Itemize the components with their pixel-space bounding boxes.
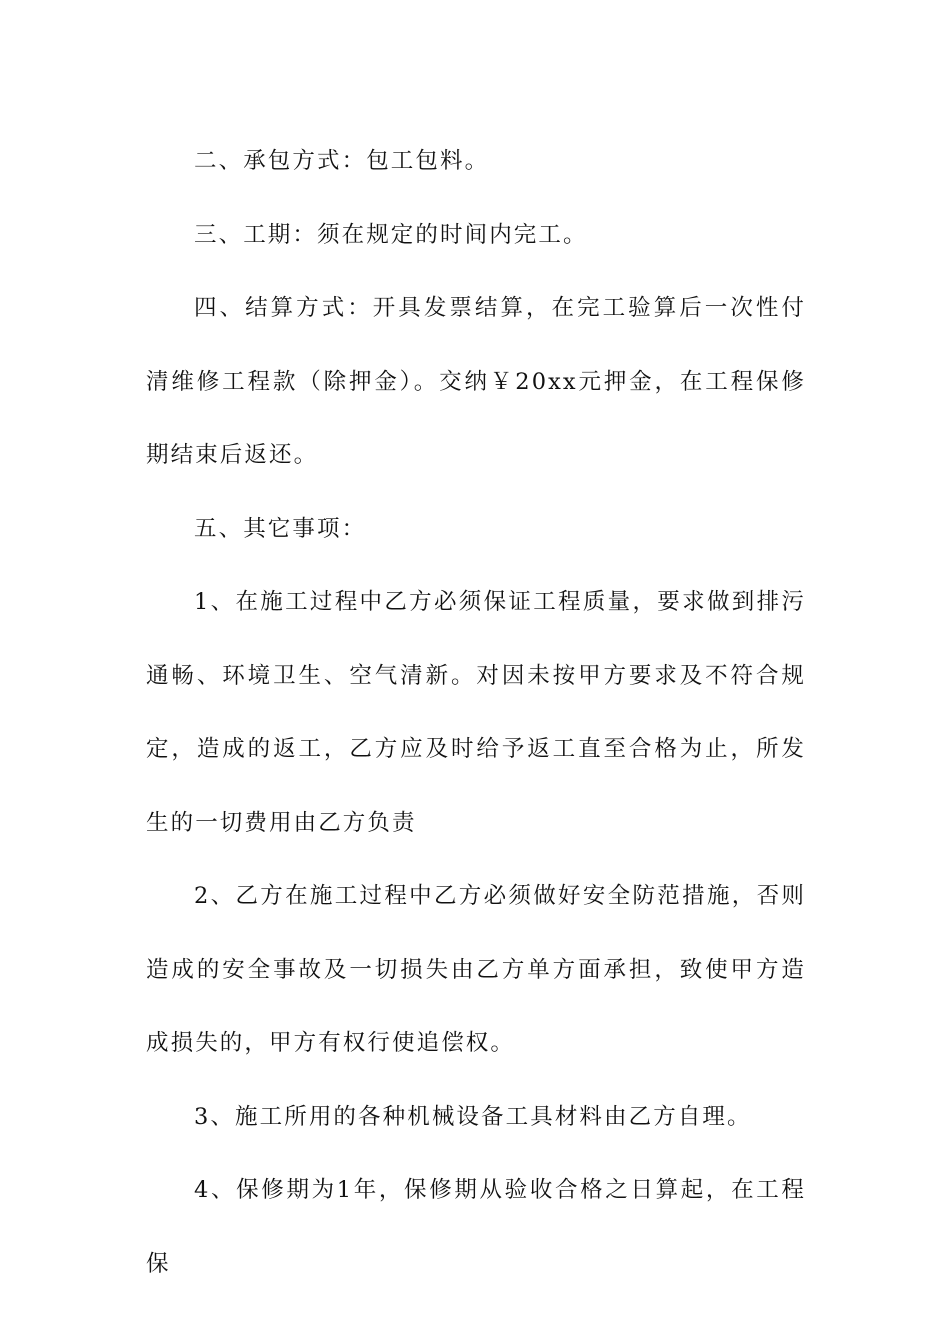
paragraph-contract-type: 二、承包方式：包工包料。 xyxy=(194,148,490,174)
paragraph-item-1: 1、在施工过程中乙方必须保证工程质量，要求做到排污通畅、环境卫生、空气清新。对因未按甲方要求及不符合规定，造成的返工，乙方应及时给予返工直至合格为止，所发生的一切费用由乙方负责 xyxy=(146,589,806,836)
paragraph-item-3: 3、施工所用的各种机械设备工具材料由乙方自理。 xyxy=(194,1103,752,1130)
paragraph-item-2: 2、乙方在施工过程中乙方必须做好安全防范措施，否则造成的安全事故及一切损失由乙方单方面承担，致使甲方造成损失的，甲方有权行使追偿权。 xyxy=(146,883,806,1056)
paragraph-duration: 三、工期：须在规定的时间内完工。 xyxy=(194,221,588,248)
paragraph-other-matters: 五、其它事项： xyxy=(194,515,367,542)
paragraph-item-4: 4、保修期为1年，保修期从验收合格之日算起，在工程保 xyxy=(146,1177,806,1277)
paragraph-settlement: 四、结算方式：开具发票结算，在完工验算后一次性付清维修工程款（除押金）。交纳￥20xx元押金，在工程保修期结束后返还。 xyxy=(146,295,806,468)
document-body xyxy=(146,125,806,1301)
